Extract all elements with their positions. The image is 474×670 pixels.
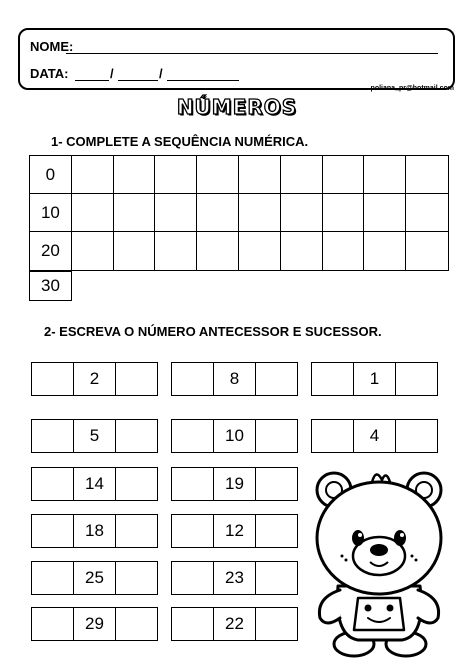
given-number: 12 xyxy=(214,515,256,547)
given-number: 10 xyxy=(214,420,256,452)
sequence-cell[interactable] xyxy=(72,194,114,232)
sequence-cell[interactable] xyxy=(364,194,406,232)
predecessor-field[interactable] xyxy=(172,468,214,500)
predecessor-field[interactable] xyxy=(312,420,354,452)
sequence-cell[interactable] xyxy=(281,194,323,232)
successor-field[interactable] xyxy=(256,420,297,452)
sequence-cell[interactable] xyxy=(323,232,365,270)
given-number: 2 xyxy=(74,363,116,395)
predecessor-field[interactable] xyxy=(172,363,214,395)
sequence-cell[interactable] xyxy=(406,232,448,270)
predecessor-successor-box xyxy=(31,419,158,453)
page-title: NÚMEROS xyxy=(176,95,298,119)
predecessor-field[interactable] xyxy=(32,562,74,594)
predecessor-successor-box xyxy=(171,467,298,501)
date-month-field[interactable] xyxy=(118,68,158,81)
sequence-cell[interactable] xyxy=(281,232,323,270)
predecessor-successor-box xyxy=(171,561,298,595)
sequence-cell[interactable] xyxy=(197,194,239,232)
sequence-grid xyxy=(29,155,449,271)
sequence-cell[interactable] xyxy=(281,156,323,194)
predecessor-successor-box xyxy=(31,607,158,641)
successor-field[interactable] xyxy=(256,468,297,500)
date-separator: / xyxy=(110,66,114,81)
predecessor-successor-box xyxy=(171,419,298,453)
author-email: poliana_pr@hotmail.com xyxy=(370,85,454,92)
sequence-cell[interactable] xyxy=(239,194,281,232)
successor-field[interactable] xyxy=(116,562,157,594)
successor-field[interactable] xyxy=(256,363,297,395)
predecessor-successor-box xyxy=(171,362,298,396)
sequence-cell[interactable] xyxy=(239,232,281,270)
sequence-cell[interactable] xyxy=(114,232,156,270)
given-number: 4 xyxy=(354,420,396,452)
sequence-cell[interactable] xyxy=(155,232,197,270)
predecessor-field[interactable] xyxy=(32,515,74,547)
sequence-cell: 30 xyxy=(29,271,72,301)
given-number: 23 xyxy=(214,562,256,594)
date-day-field[interactable] xyxy=(75,68,109,81)
sequence-cell[interactable] xyxy=(323,194,365,232)
predecessor-successor-box xyxy=(31,514,158,548)
exercise-1-heading: 1- COMPLETE A SEQUÊNCIA NUMÉRICA. xyxy=(51,134,309,149)
predecessor-successor-box xyxy=(171,514,298,548)
successor-field[interactable] xyxy=(116,363,157,395)
successor-field[interactable] xyxy=(116,608,157,640)
sequence-cell[interactable] xyxy=(197,156,239,194)
predecessor-field[interactable] xyxy=(32,468,74,500)
given-number: 18 xyxy=(74,515,116,547)
predecessor-successor-box xyxy=(311,419,438,453)
date-year-field[interactable] xyxy=(167,68,239,81)
predecessor-field[interactable] xyxy=(172,562,214,594)
successor-field[interactable] xyxy=(116,515,157,547)
given-number: 25 xyxy=(74,562,116,594)
sequence-cell[interactable] xyxy=(72,232,114,270)
sequence-cell[interactable] xyxy=(364,232,406,270)
sequence-cell: 0 xyxy=(30,156,72,194)
predecessor-successor-box xyxy=(31,362,158,396)
sequence-cell[interactable] xyxy=(114,194,156,232)
successor-field[interactable] xyxy=(256,562,297,594)
sequence-cell[interactable] xyxy=(155,156,197,194)
given-number: 22 xyxy=(214,608,256,640)
successor-field[interactable] xyxy=(256,608,297,640)
header-box xyxy=(18,28,455,90)
predecessor-successor-box xyxy=(31,467,158,501)
predecessor-field[interactable] xyxy=(32,608,74,640)
sequence-cell[interactable] xyxy=(406,156,448,194)
given-number: 19 xyxy=(214,468,256,500)
exercise-2-heading: 2- ESCREVA O NÚMERO ANTECESSOR E SUCESSOR. xyxy=(44,324,382,339)
successor-field[interactable] xyxy=(116,468,157,500)
predecessor-successor-box xyxy=(31,561,158,595)
given-number: 29 xyxy=(74,608,116,640)
sequence-cell[interactable] xyxy=(364,156,406,194)
successor-field[interactable] xyxy=(116,420,157,452)
given-number: 14 xyxy=(74,468,116,500)
date-label: DATA: xyxy=(30,66,69,81)
given-number: 8 xyxy=(214,363,256,395)
sequence-cell: 20 xyxy=(30,232,72,270)
predecessor-field[interactable] xyxy=(172,608,214,640)
date-separator: / xyxy=(159,66,163,81)
predecessor-field[interactable] xyxy=(172,420,214,452)
sequence-cell[interactable] xyxy=(406,194,448,232)
sequence-cell[interactable] xyxy=(155,194,197,232)
successor-field[interactable] xyxy=(256,515,297,547)
successor-field[interactable] xyxy=(396,420,437,452)
successor-field[interactable] xyxy=(396,363,437,395)
predecessor-field[interactable] xyxy=(172,515,214,547)
teddy-bear-illustration xyxy=(306,458,452,658)
sequence-cell[interactable] xyxy=(323,156,365,194)
predecessor-successor-box xyxy=(171,607,298,641)
sequence-cell[interactable] xyxy=(72,156,114,194)
predecessor-field[interactable] xyxy=(312,363,354,395)
sequence-cell[interactable] xyxy=(114,156,156,194)
predecessor-field[interactable] xyxy=(32,420,74,452)
name-label: NOME: xyxy=(30,39,74,54)
given-number: 1 xyxy=(354,363,396,395)
sequence-cell: 10 xyxy=(30,194,72,232)
predecessor-successor-box xyxy=(311,362,438,396)
name-field[interactable] xyxy=(66,41,438,54)
sequence-cell[interactable] xyxy=(239,156,281,194)
predecessor-field[interactable] xyxy=(32,363,74,395)
sequence-cell[interactable] xyxy=(197,232,239,270)
given-number: 5 xyxy=(74,420,116,452)
